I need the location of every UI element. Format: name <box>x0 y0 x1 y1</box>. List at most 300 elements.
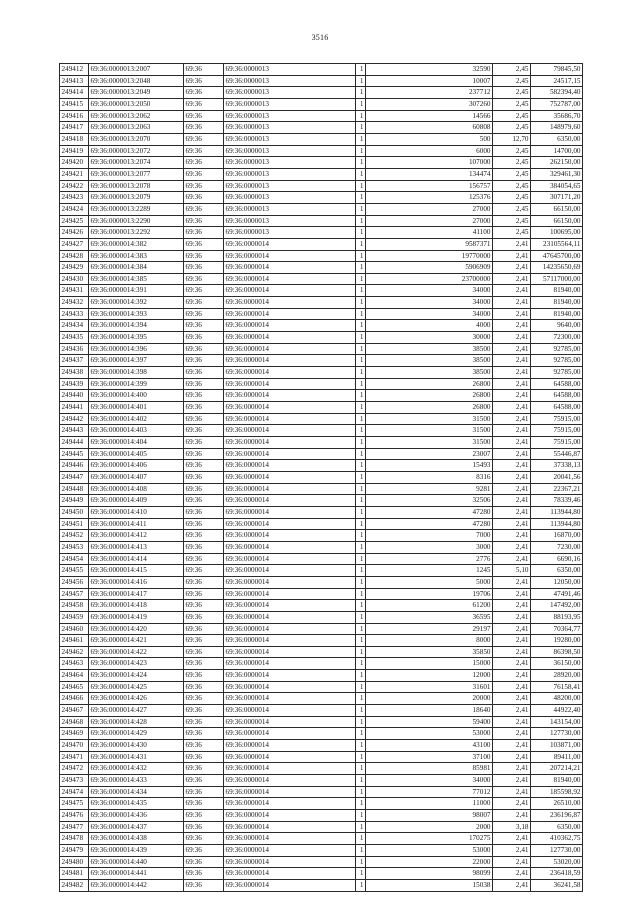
rate-cell: 2,45 <box>493 122 531 134</box>
area-cell: 98007 <box>366 810 493 822</box>
region-code-cell: 69:36 <box>184 635 224 647</box>
cadastral-value-cell: 88193,95 <box>531 611 583 623</box>
cadastral-number-cell: 69:36:0000014:403 <box>89 425 184 437</box>
count-cell: 1 <box>356 437 366 449</box>
row-number-cell: 249466 <box>60 693 89 705</box>
table-row <box>60 367 583 379</box>
count-cell: 1 <box>356 716 366 728</box>
area-cell: 107000 <box>366 157 493 169</box>
cadastral-value-cell: 92785,00 <box>531 343 583 355</box>
table-row <box>60 273 583 285</box>
cadastral-number-cell: 69:36:0000014:414 <box>89 553 184 565</box>
table-row <box>60 402 583 414</box>
cadastral-value-cell: 6350,00 <box>531 821 583 833</box>
table-row <box>60 343 583 355</box>
count-cell: 1 <box>356 297 366 309</box>
count-cell: 1 <box>356 623 366 635</box>
table-row <box>60 588 583 600</box>
cadastral-number-cell: 69:36:0000014:402 <box>89 413 184 425</box>
cadastral-quarter-cell: 69:36:0000013 <box>224 203 356 215</box>
area-cell: 5906909 <box>366 262 493 274</box>
cadastral-quarter-cell: 69:36:0000013 <box>224 215 356 227</box>
row-number-cell: 249426 <box>60 227 89 239</box>
cadastral-number-cell: 69:36:0000014:399 <box>89 378 184 390</box>
area-cell: 4000 <box>366 320 493 332</box>
table-row <box>60 250 583 262</box>
cadastral-quarter-cell: 69:36:0000014 <box>224 413 356 425</box>
cadastral-quarter-cell: 69:36:0000014 <box>224 646 356 658</box>
count-cell: 1 <box>356 425 366 437</box>
count-cell: 1 <box>356 238 366 250</box>
cadastral-quarter-cell: 69:36:0000013 <box>224 98 356 110</box>
cadastral-number-cell: 69:36:0000013:2048 <box>89 75 184 87</box>
table-row <box>60 122 583 134</box>
table-row <box>60 821 583 833</box>
cadastral-number-cell: 69:36:0000013:2063 <box>89 122 184 134</box>
cadastral-number-cell: 69:36:0000014:425 <box>89 681 184 693</box>
count-cell: 1 <box>356 168 366 180</box>
area-cell: 59400 <box>366 716 493 728</box>
table-row <box>60 308 583 320</box>
rate-cell: 2,45 <box>493 98 531 110</box>
cadastral-number-cell: 69:36:0000014:419 <box>89 611 184 623</box>
rate-cell: 2,41 <box>493 448 531 460</box>
table-row <box>60 145 583 157</box>
rate-cell: 2,41 <box>493 576 531 588</box>
table-row <box>60 285 583 297</box>
cadastral-quarter-cell: 69:36:0000014 <box>224 705 356 717</box>
count-cell: 1 <box>356 285 366 297</box>
cadastral-quarter-cell: 69:36:0000013 <box>224 122 356 134</box>
region-code-cell: 69:36 <box>184 681 224 693</box>
table-row <box>60 705 583 717</box>
count-cell: 1 <box>356 227 366 239</box>
rate-cell: 5,10 <box>493 565 531 577</box>
count-cell: 1 <box>356 483 366 495</box>
count-cell: 1 <box>356 576 366 588</box>
page-number: 3516 <box>311 33 329 42</box>
row-number-cell: 249480 <box>60 856 89 868</box>
cadastral-quarter-cell: 69:36:0000014 <box>224 681 356 693</box>
region-code-cell: 69:36 <box>184 833 224 845</box>
cadastral-value-cell: 72300,00 <box>531 332 583 344</box>
table-row <box>60 87 583 99</box>
cadastral-value-cell: 6350,00 <box>531 133 583 145</box>
region-code-cell: 69:36 <box>184 98 224 110</box>
area-cell: 31500 <box>366 413 493 425</box>
cadastral-quarter-cell: 69:36:0000013 <box>224 168 356 180</box>
cadastral-quarter-cell: 69:36:0000014 <box>224 786 356 798</box>
region-code-cell: 69:36 <box>184 483 224 495</box>
count-cell: 1 <box>356 495 366 507</box>
rate-cell: 2,41 <box>493 471 531 483</box>
count-cell: 1 <box>356 460 366 472</box>
row-number-cell: 249450 <box>60 506 89 518</box>
table-row <box>60 168 583 180</box>
row-number-cell: 249443 <box>60 425 89 437</box>
count-cell: 1 <box>356 273 366 285</box>
count-cell: 1 <box>356 378 366 390</box>
area-cell: 47280 <box>366 518 493 530</box>
table-row <box>60 471 583 483</box>
cadastral-value-cell: 81940,00 <box>531 297 583 309</box>
cadastral-quarter-cell: 69:36:0000013 <box>224 180 356 192</box>
cadastral-value-cell: 47645700,00 <box>531 250 583 262</box>
cadastral-value-cell: 26510,00 <box>531 798 583 810</box>
cadastral-quarter-cell: 69:36:0000014 <box>224 250 356 262</box>
rate-cell: 2,41 <box>493 763 531 775</box>
area-cell: 125376 <box>366 192 493 204</box>
row-number-cell: 249478 <box>60 833 89 845</box>
rate-cell: 2,45 <box>493 192 531 204</box>
area-cell: 12000 <box>366 670 493 682</box>
count-cell: 1 <box>356 844 366 856</box>
row-number-cell: 249445 <box>60 448 89 460</box>
count-cell: 1 <box>356 332 366 344</box>
cadastral-number-cell: 69:36:0000014:409 <box>89 495 184 507</box>
cadastral-number-cell: 69:36:0000014:427 <box>89 705 184 717</box>
table-row <box>60 203 583 215</box>
cadastral-value-cell: 16870,00 <box>531 530 583 542</box>
cadastral-number-cell: 69:36:0000014:438 <box>89 833 184 845</box>
area-cell: 31500 <box>366 437 493 449</box>
region-code-cell: 69:36 <box>184 367 224 379</box>
row-number-cell: 249425 <box>60 215 89 227</box>
region-code-cell: 69:36 <box>184 868 224 880</box>
region-code-cell: 69:36 <box>184 110 224 122</box>
cadastral-quarter-cell: 69:36:0000014 <box>224 611 356 623</box>
cadastral-number-cell: 69:36:0000014:400 <box>89 390 184 402</box>
cadastral-quarter-cell: 69:36:0000014 <box>224 810 356 822</box>
cadastral-quarter-cell: 69:36:0000014 <box>224 868 356 880</box>
rate-cell: 2,41 <box>493 285 531 297</box>
cadastral-number-cell: 69:36:0000014:392 <box>89 297 184 309</box>
cadastral-quarter-cell: 69:36:0000013 <box>224 133 356 145</box>
region-code-cell: 69:36 <box>184 693 224 705</box>
cadastral-number-cell: 69:36:0000014:406 <box>89 460 184 472</box>
row-number-cell: 249432 <box>60 297 89 309</box>
region-code-cell: 69:36 <box>184 588 224 600</box>
row-number-cell: 249416 <box>60 110 89 122</box>
count-cell: 1 <box>356 670 366 682</box>
area-cell: 237712 <box>366 87 493 99</box>
cadastral-quarter-cell: 69:36:0000014 <box>224 541 356 553</box>
cadastral-number-cell: 69:36:0000014:439 <box>89 844 184 856</box>
region-code-cell: 69:36 <box>184 262 224 274</box>
table-row <box>60 611 583 623</box>
cadastral-number-cell: 69:36:0000014:393 <box>89 308 184 320</box>
count-cell: 1 <box>356 681 366 693</box>
region-code-cell: 69:36 <box>184 541 224 553</box>
count-cell: 1 <box>356 833 366 845</box>
area-cell: 23007 <box>366 448 493 460</box>
row-number-cell: 249412 <box>60 64 89 76</box>
cadastral-value-cell: 113944,80 <box>531 506 583 518</box>
region-code-cell: 69:36 <box>184 553 224 565</box>
count-cell: 1 <box>356 367 366 379</box>
table-row <box>60 844 583 856</box>
area-cell: 11000 <box>366 798 493 810</box>
area-cell: 19706 <box>366 588 493 600</box>
region-code-cell: 69:36 <box>184 670 224 682</box>
area-cell: 307260 <box>366 98 493 110</box>
area-cell: 1245 <box>366 565 493 577</box>
cadastral-value-cell: 207214,21 <box>531 763 583 775</box>
cadastral-quarter-cell: 69:36:0000013 <box>224 64 356 76</box>
rate-cell: 2,41 <box>493 588 531 600</box>
cadastral-quarter-cell: 69:36:0000014 <box>224 483 356 495</box>
count-cell: 1 <box>356 635 366 647</box>
rate-cell: 2,41 <box>493 786 531 798</box>
area-cell: 14566 <box>366 110 493 122</box>
row-number-cell: 249456 <box>60 576 89 588</box>
cadastral-number-cell: 69:36:0000013:2062 <box>89 110 184 122</box>
count-cell: 1 <box>356 518 366 530</box>
table-row <box>60 740 583 752</box>
rate-cell: 2,45 <box>493 157 531 169</box>
rate-cell: 2,41 <box>493 623 531 635</box>
area-cell: 30000 <box>366 332 493 344</box>
cadastral-number-cell: 69:36:0000014:383 <box>89 250 184 262</box>
cadastral-quarter-cell: 69:36:0000014 <box>224 332 356 344</box>
cadastral-quarter-cell: 69:36:0000014 <box>224 600 356 612</box>
area-cell: 15493 <box>366 460 493 472</box>
count-cell: 1 <box>356 157 366 169</box>
cadastral-quarter-cell: 69:36:0000014 <box>224 518 356 530</box>
row-number-cell: 249438 <box>60 367 89 379</box>
cadastral-number-cell: 69:36:0000014:418 <box>89 600 184 612</box>
table-row <box>60 157 583 169</box>
area-cell: 26800 <box>366 402 493 414</box>
area-cell: 60808 <box>366 122 493 134</box>
cadastral-quarter-cell: 69:36:0000014 <box>224 821 356 833</box>
rate-cell: 2,41 <box>493 437 531 449</box>
cadastral-value-cell: 329461,30 <box>531 168 583 180</box>
cadastral-value-cell: 76158,41 <box>531 681 583 693</box>
count-cell: 1 <box>356 611 366 623</box>
cadastral-quarter-cell: 69:36:0000014 <box>224 273 356 285</box>
cadastral-value-cell: 7230,00 <box>531 541 583 553</box>
table-row <box>60 868 583 880</box>
cadastral-value-cell: 92785,00 <box>531 355 583 367</box>
cadastral-number-cell: 69:36:0000014:420 <box>89 623 184 635</box>
cadastral-quarter-cell: 69:36:0000013 <box>224 87 356 99</box>
table-row <box>60 180 583 192</box>
cadastral-value-cell: 384054,65 <box>531 180 583 192</box>
row-number-cell: 249476 <box>60 810 89 822</box>
cadastral-value-cell: 81940,00 <box>531 285 583 297</box>
row-number-cell: 249473 <box>60 775 89 787</box>
area-cell: 34000 <box>366 775 493 787</box>
row-number-cell: 249458 <box>60 600 89 612</box>
table-row <box>60 215 583 227</box>
cadastral-value-cell: 147492,00 <box>531 600 583 612</box>
area-cell: 2000 <box>366 821 493 833</box>
table-row <box>60 658 583 670</box>
row-number-cell: 249454 <box>60 553 89 565</box>
table-row <box>60 728 583 740</box>
cadastral-number-cell: 69:36:0000014:410 <box>89 506 184 518</box>
cadastral-value-table <box>59 63 583 892</box>
rate-cell: 12,70 <box>493 133 531 145</box>
cadastral-quarter-cell: 69:36:0000014 <box>224 448 356 460</box>
row-number-cell: 249471 <box>60 751 89 763</box>
count-cell: 1 <box>356 751 366 763</box>
rate-cell: 2,41 <box>493 635 531 647</box>
cadastral-quarter-cell: 69:36:0000014 <box>224 751 356 763</box>
rate-cell: 2,41 <box>493 856 531 868</box>
table-row <box>60 518 583 530</box>
row-number-cell: 249436 <box>60 343 89 355</box>
table-body <box>60 64 583 892</box>
table-row <box>60 541 583 553</box>
count-cell: 1 <box>356 320 366 332</box>
count-cell: 1 <box>356 145 366 157</box>
cadastral-number-cell: 69:36:0000014:404 <box>89 437 184 449</box>
row-number-cell: 249479 <box>60 844 89 856</box>
cadastral-value-cell: 185598,92 <box>531 786 583 798</box>
cadastral-value-cell: 64588,00 <box>531 390 583 402</box>
row-number-cell: 249457 <box>60 588 89 600</box>
region-code-cell: 69:36 <box>184 203 224 215</box>
cadastral-quarter-cell: 69:36:0000014 <box>224 262 356 274</box>
row-number-cell: 249441 <box>60 402 89 414</box>
cadastral-value-cell: 127730,00 <box>531 844 583 856</box>
rate-cell: 2,41 <box>493 355 531 367</box>
count-cell: 1 <box>356 75 366 87</box>
rate-cell: 2,41 <box>493 238 531 250</box>
area-cell: 53000 <box>366 728 493 740</box>
area-cell: 27000 <box>366 203 493 215</box>
rate-cell: 2,45 <box>493 75 531 87</box>
region-code-cell: 69:36 <box>184 798 224 810</box>
cadastral-number-cell: 69:36:0000014:426 <box>89 693 184 705</box>
area-cell: 156757 <box>366 180 493 192</box>
count-cell: 1 <box>356 798 366 810</box>
cadastral-quarter-cell: 69:36:0000014 <box>224 355 356 367</box>
rate-cell: 2,45 <box>493 180 531 192</box>
cadastral-quarter-cell: 69:36:0000014 <box>224 833 356 845</box>
row-number-cell: 249455 <box>60 565 89 577</box>
area-cell: 47280 <box>366 506 493 518</box>
cadastral-value-cell: 12050,00 <box>531 576 583 588</box>
count-cell: 1 <box>356 308 366 320</box>
count-cell: 1 <box>356 133 366 145</box>
rate-cell: 2,41 <box>493 262 531 274</box>
count-cell: 1 <box>356 879 366 891</box>
area-cell: 5000 <box>366 576 493 588</box>
count-cell: 1 <box>356 506 366 518</box>
region-code-cell: 69:36 <box>184 215 224 227</box>
count-cell: 1 <box>356 658 366 670</box>
area-cell: 7000 <box>366 530 493 542</box>
count-cell: 1 <box>356 215 366 227</box>
row-number-cell: 249469 <box>60 728 89 740</box>
cadastral-number-cell: 69:36:0000013:2292 <box>89 227 184 239</box>
rate-cell: 2,41 <box>493 460 531 472</box>
cadastral-quarter-cell: 69:36:0000014 <box>224 658 356 670</box>
rate-cell: 2,41 <box>493 541 531 553</box>
cadastral-value-cell: 79845,50 <box>531 64 583 76</box>
area-cell: 32506 <box>366 495 493 507</box>
count-cell: 1 <box>356 868 366 880</box>
table-row <box>60 670 583 682</box>
table-row <box>60 576 583 588</box>
rate-cell: 2,41 <box>493 332 531 344</box>
region-code-cell: 69:36 <box>184 390 224 402</box>
row-number-cell: 249462 <box>60 646 89 658</box>
cadastral-number-cell: 69:36:0000013:2290 <box>89 215 184 227</box>
row-number-cell: 249465 <box>60 681 89 693</box>
count-cell: 1 <box>356 402 366 414</box>
area-cell: 85981 <box>366 763 493 775</box>
table-row <box>60 623 583 635</box>
row-number-cell: 249437 <box>60 355 89 367</box>
cadastral-value-cell: 20041,56 <box>531 471 583 483</box>
cadastral-number-cell: 69:36:0000014:441 <box>89 868 184 880</box>
count-cell: 1 <box>356 553 366 565</box>
cadastral-value-cell: 410362,75 <box>531 833 583 845</box>
cadastral-value-cell: 64588,00 <box>531 402 583 414</box>
table-row <box>60 110 583 122</box>
table-row <box>60 320 583 332</box>
cadastral-value-cell: 37338,13 <box>531 460 583 472</box>
cadastral-number-cell: 69:36:0000013:2007 <box>89 64 184 76</box>
region-code-cell: 69:36 <box>184 285 224 297</box>
region-code-cell: 69:36 <box>184 623 224 635</box>
cadastral-number-cell: 69:36:0000013:2077 <box>89 168 184 180</box>
cadastral-number-cell: 69:36:0000014:391 <box>89 285 184 297</box>
cadastral-number-cell: 69:36:0000014:423 <box>89 658 184 670</box>
region-code-cell: 69:36 <box>184 763 224 775</box>
table-row <box>60 64 583 76</box>
region-code-cell: 69:36 <box>184 273 224 285</box>
rate-cell: 2,45 <box>493 215 531 227</box>
cadastral-value-cell: 36150,00 <box>531 658 583 670</box>
count-cell: 1 <box>356 810 366 822</box>
area-cell: 38500 <box>366 343 493 355</box>
cadastral-value-cell: 64588,00 <box>531 378 583 390</box>
cadastral-value-cell: 236418,59 <box>531 868 583 880</box>
region-code-cell: 69:36 <box>184 320 224 332</box>
row-number-cell: 249453 <box>60 541 89 553</box>
count-cell: 1 <box>356 775 366 787</box>
region-code-cell: 69:36 <box>184 506 224 518</box>
area-cell: 26800 <box>366 390 493 402</box>
rate-cell: 2,41 <box>493 740 531 752</box>
count-cell: 1 <box>356 192 366 204</box>
region-code-cell: 69:36 <box>184 821 224 833</box>
table-row <box>60 635 583 647</box>
row-number-cell: 249468 <box>60 716 89 728</box>
region-code-cell: 69:36 <box>184 844 224 856</box>
cadastral-quarter-cell: 69:36:0000014 <box>224 343 356 355</box>
row-number-cell: 249430 <box>60 273 89 285</box>
row-number-cell: 249461 <box>60 635 89 647</box>
cadastral-quarter-cell: 69:36:0000014 <box>224 390 356 402</box>
table-row <box>60 75 583 87</box>
count-cell: 1 <box>356 740 366 752</box>
count-cell: 1 <box>356 122 366 134</box>
row-number-cell: 249460 <box>60 623 89 635</box>
cadastral-quarter-cell: 69:36:0000014 <box>224 879 356 891</box>
region-code-cell: 69:36 <box>184 775 224 787</box>
cadastral-number-cell: 69:36:0000014:429 <box>89 728 184 740</box>
area-cell: 34000 <box>366 297 493 309</box>
row-number-cell: 249472 <box>60 763 89 775</box>
cadastral-number-cell: 69:36:0000014:442 <box>89 879 184 891</box>
cadastral-value-cell: 24517,15 <box>531 75 583 87</box>
